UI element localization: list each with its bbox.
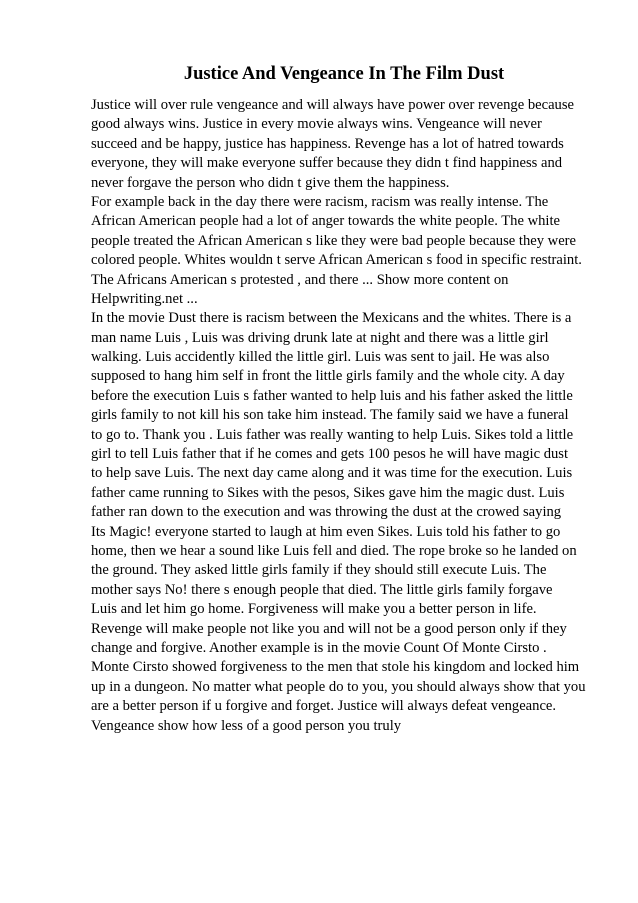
body-text-line: girls family to not kill his son take him instead. The family said we have a funeral bbox=[91, 407, 569, 424]
document-body bbox=[91, 96, 611, 736]
body-text-line: father ran down to the execution and was throwing the dust at the crowed saying bbox=[91, 504, 562, 521]
body-text-line: are a better person if u forgive and forget. Justice will always defeat vengeance. bbox=[91, 698, 557, 715]
body-text-line: African American people had a lot of anger towards the white people. The white bbox=[91, 213, 560, 230]
body-text-line: girl to tell Luis father that if he comes and gets 100 pesos he will have magic dust bbox=[91, 446, 569, 463]
body-text-line: supposed to hang him self in front the little girls family and the whole city. A day bbox=[91, 368, 565, 385]
body-text-line: Its Magic! everyone started to laugh at him even Sikes. Luis told his father to go bbox=[91, 523, 561, 540]
document-title: Justice And Vengeance In The Film Dust bbox=[183, 64, 505, 84]
body-text-line: Justice will over rule vengeance and will always have power over revenge because bbox=[91, 97, 575, 113]
body-text-line: to help save Luis. The next day came along and it was time for the execution. Luis bbox=[91, 465, 573, 482]
body-text-line: to go to. Thank you . Luis father was really wanting to help Luis. Sikes told a little bbox=[91, 426, 574, 443]
body-text-line: everyone, they will make everyone suffer because they didn t find happiness and bbox=[91, 155, 563, 172]
body-text-line: never forgave the person who didn t give them the happiness. bbox=[91, 174, 450, 191]
body-text-line: before the execution Luis s father wanted to help luis and his father asked the little bbox=[91, 387, 573, 404]
body-text-line: the ground. They asked little girls family if they should still execute Luis. The bbox=[91, 562, 547, 579]
body-text-line: home, then we hear a sound like Luis fell and died. The rope broke so he landed on bbox=[91, 542, 577, 559]
body-text-line: good always wins. Justice in every movie always wins. Vengeance will never bbox=[91, 116, 542, 133]
body-text-line: Helpwriting.net ... bbox=[91, 290, 198, 307]
body-text-line: mother says No! there s enough people that died. The little girls family forgave bbox=[91, 581, 553, 598]
body-text-line: For example back in the day there were racism, racism was really intense. The bbox=[91, 193, 549, 210]
body-text-line: Vengeance show how less of a good person you truly bbox=[91, 717, 402, 734]
body-text-line: change and forgive. Another example is in the movie Count Of Monte Cirsto . bbox=[91, 639, 547, 656]
body-text-line: Revenge will make people not like you and will not be a good person only if they bbox=[91, 620, 567, 637]
body-text-line: walking. Luis accidently killed the little girl. Luis was sent to jail. He was also bbox=[91, 349, 550, 366]
body-text-line: Luis and let him go home. Forgiveness will make you a better person in life. bbox=[91, 601, 537, 618]
body-text-line: Monte Cirsto showed forgiveness to the men that stole his kingdom and locked him bbox=[91, 659, 580, 676]
body-text-line: succeed and be happy, justice has happiness. Revenge has a lot of hatred towards bbox=[91, 135, 564, 152]
body-text-line: people treated the African American s like they were bad people because they were bbox=[91, 232, 577, 249]
body-text-line: The Africans American s protested , and there ... Show more content on bbox=[91, 271, 509, 288]
body-text-line: father came running to Sikes with the pesos, Sikes gave him the magic dust. Luis bbox=[91, 484, 565, 501]
body-text-line: In the movie Dust there is racism between the Mexicans and the whites. There is a bbox=[91, 310, 572, 327]
body-text-line: colored people. Whites wouldn t serve African American s food in specific restraint. bbox=[91, 252, 582, 269]
body-text-line: man name Luis , Luis was driving drunk late at night and there was a little girl bbox=[91, 329, 549, 346]
body-text-line: up in a dungeon. No matter what people do to you, you should always show that you bbox=[91, 678, 586, 695]
